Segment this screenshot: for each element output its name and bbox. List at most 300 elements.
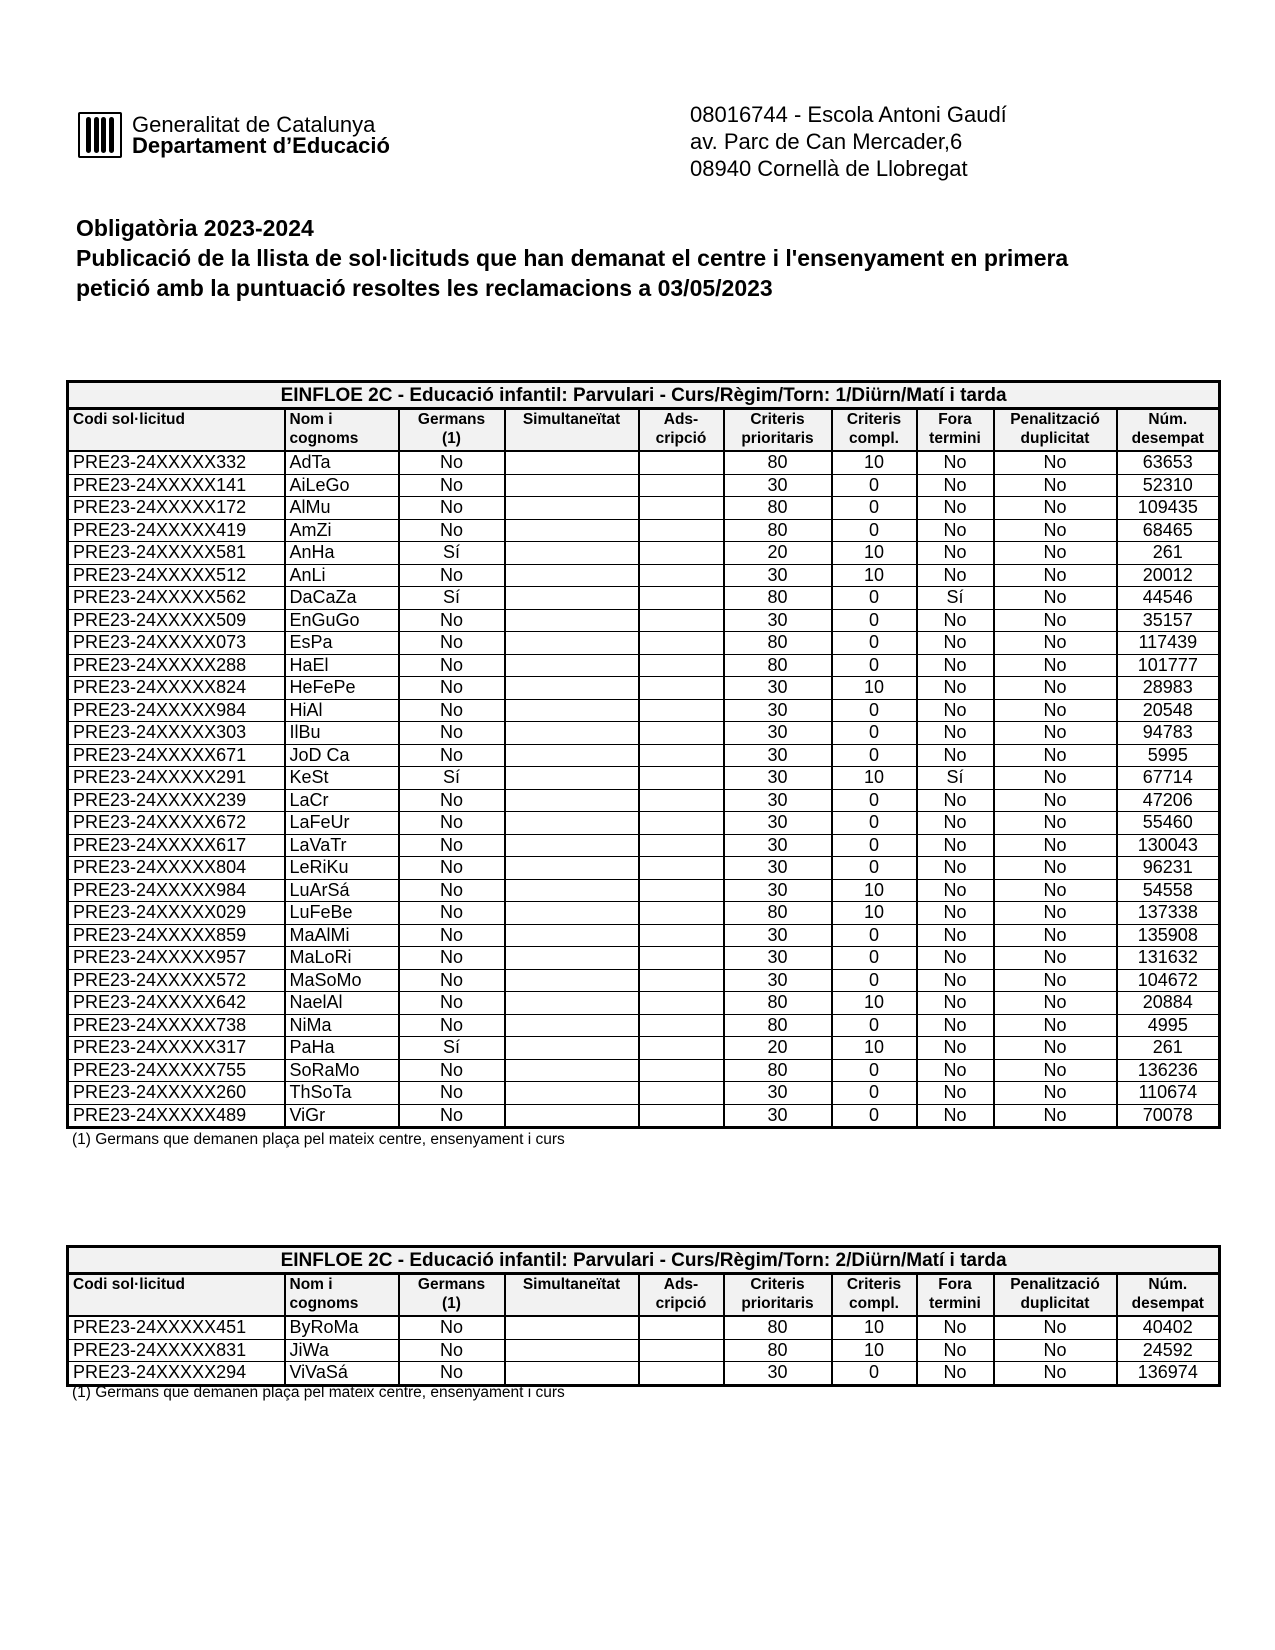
cell-nom: ViVaSá [285,1362,399,1386]
cell-num-desempat: 94783 [1117,722,1220,745]
column-header-criteris-prioritaris [724,409,832,452]
cell-simultaneitat [505,834,639,857]
cell-adscripcio [639,1082,724,1105]
table-row [68,564,1220,587]
header-line-1: Simultaneïtat [522,411,621,428]
cell-num-desempat: 28983 [1117,677,1220,700]
cell-adscripcio [639,969,724,992]
cell-fora-termini: No [917,1339,994,1362]
column-header-codi [68,409,285,452]
cell-codi: PRE23-24XXXXX073 [68,632,285,655]
column-header-criteris-prioritaris [724,1274,832,1317]
cell-criteris-compl: 10 [832,1339,917,1362]
table-row [68,969,1220,992]
cell-simultaneitat [505,677,639,700]
cell-num-desempat: 70078 [1117,1104,1220,1128]
cell-fora-termini: No [917,654,994,677]
cell-num-desempat: 5995 [1117,744,1220,767]
cell-germans: No [399,474,505,497]
cell-codi: PRE23-24XXXXX671 [68,744,285,767]
cell-penalitzacio: No [994,744,1117,767]
cell-nom: DaCaZa [285,587,399,610]
column-header-num-desempat [1117,409,1220,452]
school-city: 08940 Cornellà de Llobregat [690,156,968,181]
cell-adscripcio [639,1104,724,1128]
table-title: EINFLOE 2C - Educació infantil: Parvulari - Curs/Règim/Torn: 1/Diürn/Matí i tarda [68,382,1220,409]
cell-fora-termini: No [917,1316,994,1339]
cell-adscripcio [639,1316,724,1339]
cell-penalitzacio: No [994,609,1117,632]
header-line-1: Simultaneïtat [522,1276,621,1293]
cell-nom: LaCr [285,789,399,812]
cell-germans: No [399,1316,505,1339]
cell-penalitzacio: No [994,767,1117,790]
column-header-criteris-compl [832,409,917,452]
cell-criteris-compl: 0 [832,654,917,677]
cell-penalitzacio: No [994,834,1117,857]
cell-adscripcio [639,1014,724,1037]
school-code-name: 08016744 - Escola Antoni Gaudí [690,102,1007,127]
cell-num-desempat: 131632 [1117,947,1220,970]
cell-simultaneitat [505,654,639,677]
cell-simultaneitat [505,497,639,520]
cell-germans: No [399,1082,505,1105]
cell-simultaneitat [505,1104,639,1128]
cell-germans: Sí [399,767,505,790]
cell-adscripcio [639,451,724,474]
header-line-2: desempat [1131,1295,1204,1312]
cell-num-desempat: 20884 [1117,992,1220,1015]
cell-germans: No [399,1339,505,1362]
table-row [68,744,1220,767]
header-line-2: desempat [1131,430,1204,447]
cell-simultaneitat [505,812,639,835]
cell-nom: AlMu [285,497,399,520]
cell-criteris-compl: 0 [832,1082,917,1105]
cell-criteris-prioritaris: 30 [724,474,832,497]
cell-num-desempat: 261 [1117,542,1220,565]
cell-simultaneitat [505,1014,639,1037]
cell-fora-termini: No [917,1059,994,1082]
cell-adscripcio [639,722,724,745]
cell-adscripcio [639,857,724,880]
cell-nom: HiAl [285,699,399,722]
cell-fora-termini: No [917,542,994,565]
cell-penalitzacio: No [994,1362,1117,1386]
cell-simultaneitat [505,969,639,992]
cell-num-desempat: 20548 [1117,699,1220,722]
column-headers [68,409,1220,452]
cell-simultaneitat [505,519,639,542]
cell-germans: No [399,834,505,857]
cell-num-desempat: 109435 [1117,497,1220,520]
cell-fora-termini: No [917,902,994,925]
cell-criteris-compl: 10 [832,902,917,925]
cell-fora-termini: Sí [917,767,994,790]
cell-criteris-prioritaris: 80 [724,992,832,1015]
cell-num-desempat: 68465 [1117,519,1220,542]
table-row [68,699,1220,722]
cell-codi: PRE23-24XXXXX303 [68,722,285,745]
cell-criteris-compl: 0 [832,1362,917,1386]
column-header-nom [285,409,399,452]
cell-criteris-compl: 0 [832,699,917,722]
cell-nom: SoRaMo [285,1059,399,1082]
cell-adscripcio [639,587,724,610]
cell-adscripcio [639,789,724,812]
table-row [68,947,1220,970]
cell-adscripcio [639,834,724,857]
cell-adscripcio [639,519,724,542]
table-row [68,1014,1220,1037]
cell-germans: No [399,609,505,632]
cell-fora-termini: No [917,609,994,632]
cell-nom: PaHa [285,1037,399,1060]
table-title: EINFLOE 2C - Educació infantil: Parvulari - Curs/Règim/Torn: 2/Diürn/Matí i tarda [68,1247,1220,1274]
cell-fora-termini: Sí [917,587,994,610]
cell-codi: PRE23-24XXXXX804 [68,857,285,880]
header-line-2: prioritaris [741,430,814,447]
cell-nom: AiLeGo [285,474,399,497]
cell-criteris-prioritaris: 30 [724,834,832,857]
cell-nom: AmZi [285,519,399,542]
cell-num-desempat: 47206 [1117,789,1220,812]
cell-adscripcio [639,1059,724,1082]
column-header-germans [399,409,505,452]
cell-criteris-prioritaris: 30 [724,789,832,812]
cell-germans: No [399,632,505,655]
cell-codi: PRE23-24XXXXX755 [68,1059,285,1082]
cell-nom: ViGr [285,1104,399,1128]
cell-codi: PRE23-24XXXXX239 [68,789,285,812]
cell-num-desempat: 63653 [1117,451,1220,474]
cell-criteris-compl: 10 [832,879,917,902]
cell-simultaneitat [505,542,639,565]
cell-fora-termini: No [917,744,994,767]
cell-penalitzacio: No [994,1316,1117,1339]
header-line-2: cognoms [289,1295,359,1312]
footnote: (1) Germans que demanen plaça pel mateix centre, ensenyament i curs [72,1131,565,1148]
cell-penalitzacio: No [994,1059,1117,1082]
cell-num-desempat: 101777 [1117,654,1220,677]
cell-germans: No [399,992,505,1015]
cell-criteris-compl: 0 [832,497,917,520]
cell-criteris-prioritaris: 80 [724,587,832,610]
cell-germans: No [399,1014,505,1037]
table-row [68,924,1220,947]
header-line-1: Ads- [663,411,699,428]
cell-nom: KeSt [285,767,399,790]
cell-criteris-prioritaris: 80 [724,1316,832,1339]
title-line-2: Publicació de la llista de sol·licituds que han demanat el centre i l'ensenyament en primera [76,245,1069,271]
cell-simultaneitat [505,564,639,587]
cell-adscripcio [639,654,724,677]
cell-fora-termini: No [917,947,994,970]
header-line-2: compl. [849,1295,899,1312]
cell-adscripcio [639,542,724,565]
header-line-1: Criteris [750,411,805,428]
cell-germans: No [399,924,505,947]
cell-germans: No [399,947,505,970]
header-line-1: Nom i [289,411,333,428]
cell-penalitzacio: No [994,924,1117,947]
cell-criteris-prioritaris: 80 [724,451,832,474]
table-row [68,879,1220,902]
cell-criteris-prioritaris: 30 [724,857,832,880]
table-row [68,1082,1220,1105]
footnote: (1) Germans que demanen plaça pel mateix centre, ensenyament i curs [72,1384,565,1401]
cell-adscripcio [639,744,724,767]
cell-codi: PRE23-24XXXXX859 [68,924,285,947]
cell-penalitzacio: No [994,632,1117,655]
cell-adscripcio [639,902,724,925]
cell-penalitzacio: No [994,519,1117,542]
cell-fora-termini: No [917,451,994,474]
cell-criteris-compl: 0 [832,519,917,542]
cell-adscripcio [639,1339,724,1362]
cell-criteris-prioritaris: 30 [724,969,832,992]
table-row [68,587,1220,610]
cell-codi: PRE23-24XXXXX581 [68,542,285,565]
cell-simultaneitat [505,451,639,474]
cell-simultaneitat [505,1362,639,1386]
cell-criteris-prioritaris: 30 [724,767,832,790]
cell-criteris-prioritaris: 30 [724,947,832,970]
cell-codi: PRE23-24XXXXX172 [68,497,285,520]
table-row [68,1362,1220,1386]
cell-fora-termini: No [917,632,994,655]
cell-codi: PRE23-24XXXXX291 [68,767,285,790]
cell-num-desempat: 137338 [1117,902,1220,925]
cell-penalitzacio: No [994,1339,1117,1362]
cell-criteris-compl: 10 [832,992,917,1015]
cell-criteris-prioritaris: 20 [724,1037,832,1060]
cell-adscripcio [639,609,724,632]
cell-criteris-compl: 10 [832,451,917,474]
cell-criteris-compl: 10 [832,677,917,700]
cell-germans: No [399,879,505,902]
cell-penalitzacio: No [994,587,1117,610]
cell-penalitzacio: No [994,789,1117,812]
cell-nom: AdTa [285,451,399,474]
cell-codi: PRE23-24XXXXX984 [68,879,285,902]
header-line-2: cripció [655,430,707,447]
table-row [68,632,1220,655]
cell-nom: MaAlMi [285,924,399,947]
cell-criteris-prioritaris: 80 [724,654,832,677]
cell-criteris-prioritaris: 20 [724,542,832,565]
results-table-course-2 [66,1245,1221,1387]
logo-line-1: Generalitat de Catalunya [132,112,376,137]
cell-codi: PRE23-24XXXXX738 [68,1014,285,1037]
cell-germans: No [399,722,505,745]
header-line-2: termini [929,1295,981,1312]
table-row [68,474,1220,497]
column-header-fora-termini [917,409,994,452]
cell-criteris-compl: 10 [832,1037,917,1060]
header-line-1: Fora [938,411,972,428]
document-title [76,213,1068,303]
cell-simultaneitat [505,1316,639,1339]
cell-simultaneitat [505,1037,639,1060]
header-line-2: cognoms [289,430,359,447]
header-line-1: Criteris [846,1276,902,1293]
cell-fora-termini: No [917,857,994,880]
cell-codi: PRE23-24XXXXX029 [68,902,285,925]
cell-penalitzacio: No [994,677,1117,700]
logo-line-2: Departament d’Educació [132,133,390,158]
cell-adscripcio [639,699,724,722]
cell-criteris-prioritaris: 80 [724,902,832,925]
cell-adscripcio [639,992,724,1015]
header-line-1: Codi sol·licitud [73,1276,185,1293]
cell-penalitzacio: No [994,1082,1117,1105]
cell-criteris-prioritaris: 30 [724,722,832,745]
column-header-simultaneitat [505,1274,639,1317]
table-row [68,1059,1220,1082]
header-line-1: Ads- [663,1276,699,1293]
cell-num-desempat: 24592 [1117,1339,1220,1362]
cell-criteris-compl: 10 [832,1316,917,1339]
header-line-1: Germans [417,411,486,428]
table-row [68,451,1220,474]
cell-adscripcio [639,879,724,902]
header-line-2: cripció [655,1295,707,1312]
cell-germans: No [399,497,505,520]
table-row [68,722,1220,745]
cell-simultaneitat [505,722,639,745]
cell-nom: JiWa [285,1339,399,1362]
cell-num-desempat: 35157 [1117,609,1220,632]
table-row [68,1037,1220,1060]
cell-simultaneitat [505,609,639,632]
cell-criteris-prioritaris: 80 [724,1059,832,1082]
cell-germans: No [399,902,505,925]
cell-fora-termini: No [917,789,994,812]
cell-num-desempat: 117439 [1117,632,1220,655]
column-header-codi [68,1274,285,1317]
cell-criteris-prioritaris: 80 [724,497,832,520]
cell-simultaneitat [505,947,639,970]
cell-penalitzacio: No [994,812,1117,835]
cell-fora-termini: No [917,1037,994,1060]
table-row [68,992,1220,1015]
cell-fora-termini: No [917,474,994,497]
cell-codi: PRE23-24XXXXX294 [68,1362,285,1386]
cell-num-desempat: 261 [1117,1037,1220,1060]
table-body [68,1316,1220,1385]
cell-criteris-compl: 0 [832,969,917,992]
cell-penalitzacio: No [994,699,1117,722]
cell-num-desempat: 44546 [1117,587,1220,610]
cell-fora-termini: No [917,1362,994,1386]
cell-nom: NaelAl [285,992,399,1015]
cell-codi: PRE23-24XXXXX512 [68,564,285,587]
cell-criteris-compl: 0 [832,812,917,835]
table-body [68,451,1220,1128]
cell-fora-termini: No [917,564,994,587]
cell-num-desempat: 135908 [1117,924,1220,947]
column-header-num-desempat [1117,1274,1220,1317]
cell-penalitzacio: No [994,564,1117,587]
cell-penalitzacio: No [994,857,1117,880]
cell-germans: Sí [399,587,505,610]
cell-codi: PRE23-24XXXXX451 [68,1316,285,1339]
cell-adscripcio [639,767,724,790]
cell-criteris-prioritaris: 30 [724,744,832,767]
cell-penalitzacio: No [994,1104,1117,1128]
cell-codi: PRE23-24XXXXX957 [68,947,285,970]
header-line-1: Núm. [1148,411,1188,428]
cell-simultaneitat [505,1059,639,1082]
cell-nom: LaVaTr [285,834,399,857]
cell-codi: PRE23-24XXXXX617 [68,834,285,857]
cell-num-desempat: 67714 [1117,767,1220,790]
cell-codi: PRE23-24XXXXX984 [68,699,285,722]
cell-adscripcio [639,947,724,970]
cell-penalitzacio: No [994,497,1117,520]
cell-codi: PRE23-24XXXXX562 [68,587,285,610]
title-line-1: Obligatòria 2023-2024 [76,215,314,241]
cell-codi: PRE23-24XXXXX317 [68,1037,285,1060]
cell-criteris-prioritaris: 30 [724,1362,832,1386]
cell-criteris-compl: 0 [832,1104,917,1128]
table-row [68,1339,1220,1362]
cell-criteris-compl: 0 [832,632,917,655]
cell-num-desempat: 55460 [1117,812,1220,835]
header-line-2: duplicitat [1020,430,1090,447]
cell-adscripcio [639,474,724,497]
cell-criteris-prioritaris: 30 [724,812,832,835]
header-line-1: Núm. [1148,1276,1188,1293]
cell-criteris-compl: 0 [832,1014,917,1037]
table-row [68,497,1220,520]
cell-num-desempat: 20012 [1117,564,1220,587]
cell-fora-termini: No [917,834,994,857]
header-line-2: duplicitat [1020,1295,1090,1312]
cell-germans: No [399,857,505,880]
header-line-1: Germans [417,1276,486,1293]
cell-simultaneitat [505,789,639,812]
cell-adscripcio [639,564,724,587]
cell-nom: EnGuGo [285,609,399,632]
header-line-1: Criteris [750,1276,805,1293]
column-header-penalitzacio [994,409,1117,452]
cell-penalitzacio: No [994,474,1117,497]
cell-num-desempat: 110674 [1117,1082,1220,1105]
cell-simultaneitat [505,699,639,722]
cell-criteris-compl: 0 [832,474,917,497]
cell-nom: JoD Ca [285,744,399,767]
cell-nom: EsPa [285,632,399,655]
cell-simultaneitat [505,767,639,790]
column-header-criteris-compl [832,1274,917,1317]
column-header-adscripcio [639,1274,724,1317]
cell-criteris-compl: 10 [832,767,917,790]
table-row [68,1104,1220,1128]
cell-fora-termini: No [917,1014,994,1037]
cell-criteris-prioritaris: 30 [724,879,832,902]
results-table-course-1 [66,380,1221,1129]
table-row [68,767,1220,790]
cell-fora-termini: No [917,699,994,722]
cell-num-desempat: 104672 [1117,969,1220,992]
cell-criteris-prioritaris: 30 [724,677,832,700]
cell-criteris-compl: 0 [832,857,917,880]
cell-penalitzacio: No [994,542,1117,565]
cell-nom: AnLi [285,564,399,587]
cell-penalitzacio: No [994,451,1117,474]
